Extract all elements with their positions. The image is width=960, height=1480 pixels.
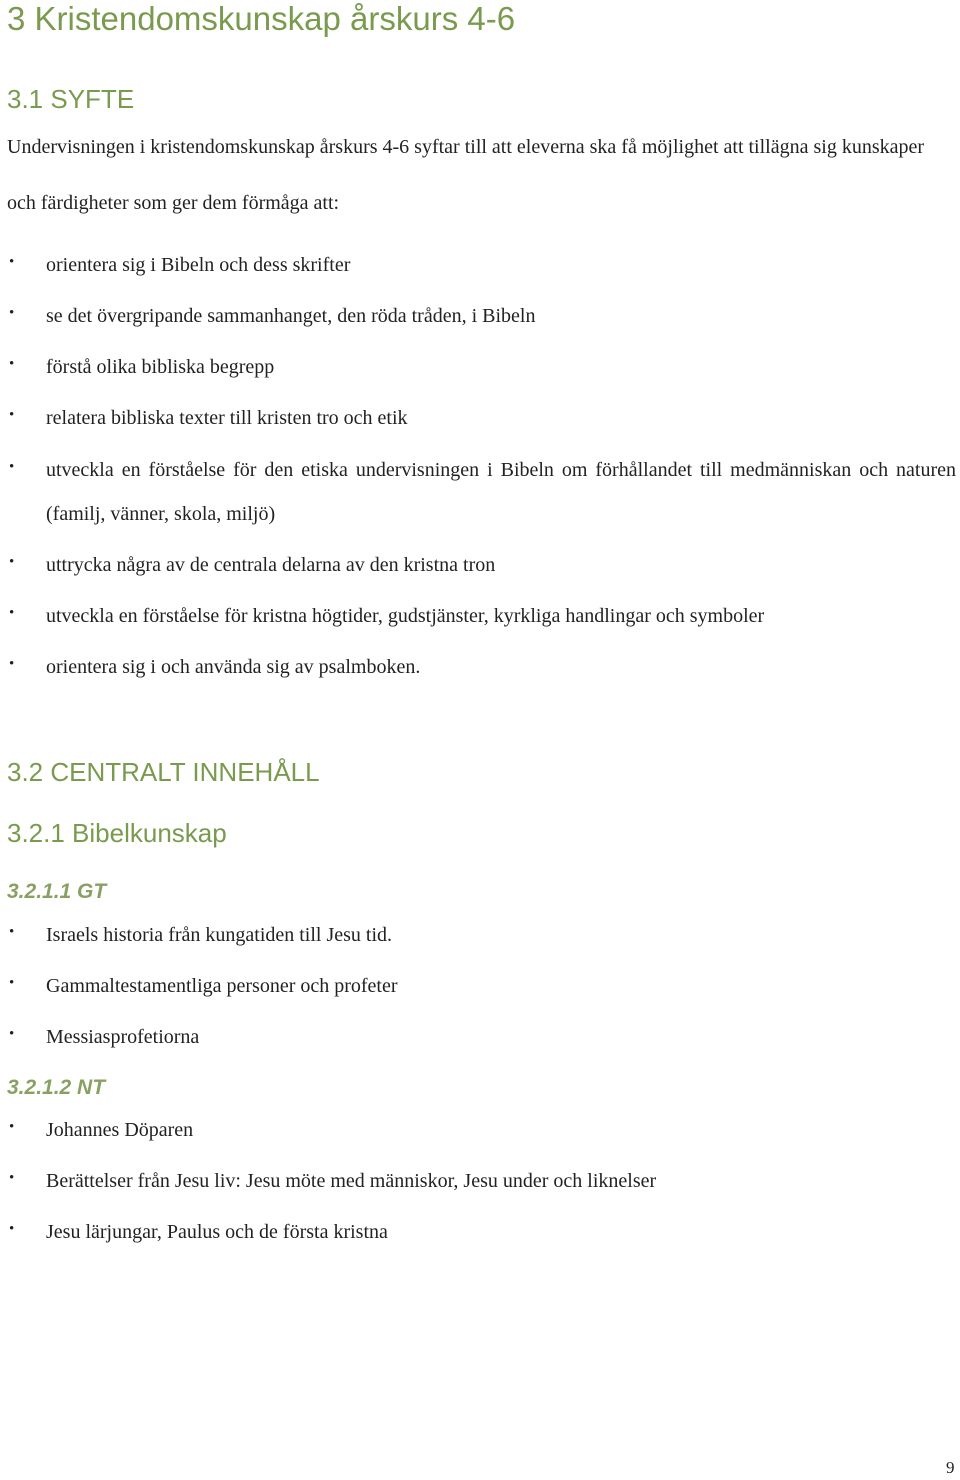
- bullet-icon: •: [9, 554, 15, 570]
- list-item-text: utveckla en förståelse för den etiska undervisningen i Bibeln om förhållandet till medmänniskan och naturen (familj, vänner, skola, miljö): [46, 459, 956, 525]
- subsubsection-heading-gt: 3.2.1.1 GT: [7, 880, 107, 903]
- list-item-text: utveckla en förståelse för kristna högtider, gudstjänster, kyrkliga handlingar och symboler: [46, 605, 765, 627]
- bullet-icon: •: [9, 254, 15, 270]
- syfte-intro-paragraph: Undervisningen i kristendomskunskap årskurs 4-6 syftar till att eleverna ska få möjlighet att tillägna sig kunskaper och färdigheter som ger dem förmåga att:: [7, 136, 925, 214]
- list-item-text: Berättelser från Jesu liv: Jesu möte med människor, Jesu under och liknelser: [46, 1170, 657, 1192]
- bullet-icon: •: [9, 656, 15, 672]
- list-item-text: relatera bibliska texter till kristen tro och etik: [46, 407, 408, 429]
- bullet-icon: •: [9, 1221, 15, 1237]
- list-item-text: Johannes Döparen: [46, 1119, 194, 1141]
- bullet-icon: •: [9, 1119, 15, 1135]
- list-item-text: Messiasprofetiorna: [46, 1026, 200, 1048]
- list-item-text: Gammaltestamentliga personer och profeter: [46, 975, 398, 997]
- section-heading-centralt: 3.2 CENTRALT INNEHÅLL: [7, 757, 320, 787]
- list-item-text: Jesu lärjungar, Paulus och de första kristna: [46, 1221, 388, 1243]
- chapter-heading: 3 Kristendomskunskap årskurs 4-6: [7, 0, 516, 37]
- bullet-icon: •: [9, 1026, 15, 1042]
- bullet-icon: •: [9, 407, 15, 423]
- section-heading-syfte: 3.1 SYFTE: [7, 84, 135, 114]
- bullet-icon: •: [9, 356, 15, 372]
- page-number: 9: [946, 1458, 955, 1477]
- bullet-icon: •: [9, 1170, 15, 1186]
- list-item-text: orientera sig i och använda sig av psalmboken.: [46, 656, 421, 678]
- list-item-text: se det övergripande sammanhanget, den röda tråden, i Bibeln: [46, 305, 536, 327]
- bullet-icon: •: [9, 975, 15, 991]
- bullet-icon: •: [9, 924, 15, 940]
- subsection-heading-bibelkunskap: 3.2.1 Bibelkunskap: [7, 818, 227, 848]
- list-item-text: uttrycka några av de centrala delarna av den kristna tron: [46, 554, 496, 576]
- bullet-icon: •: [9, 305, 15, 321]
- bullet-icon: •: [9, 459, 15, 475]
- subsubsection-heading-nt: 3.2.1.2 NT: [7, 1076, 106, 1099]
- list-item-text: Israels historia från kungatiden till Jesu tid.: [46, 924, 393, 946]
- list-item-text: orientera sig i Bibeln och dess skrifter: [46, 254, 351, 276]
- bullet-icon: •: [9, 605, 15, 621]
- list-item-text: förstå olika bibliska begrepp: [46, 356, 275, 378]
